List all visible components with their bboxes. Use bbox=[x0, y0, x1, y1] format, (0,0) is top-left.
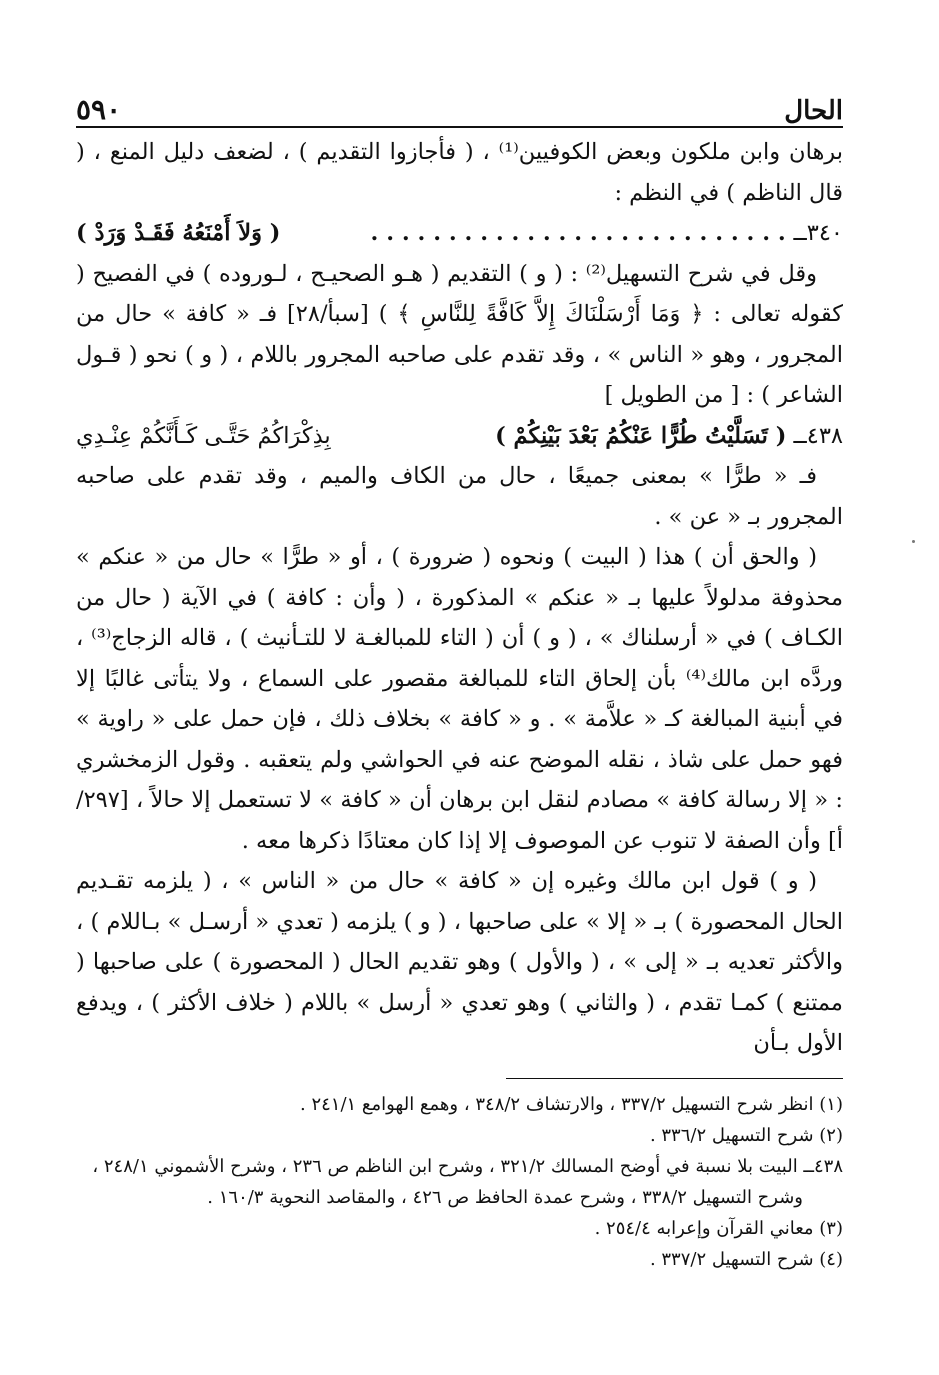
margin-speck bbox=[912, 540, 915, 543]
main-text bbox=[76, 132, 843, 1064]
footnote-4: (٤) شرح التسهيل ٣٣٧/٢ . bbox=[649, 1248, 843, 1270]
verse-dots: . . . . . . . . . . . . . . . . . . . . . . . . . . . bbox=[370, 220, 786, 246]
verse-number: ٣٤٠ــ bbox=[793, 220, 843, 246]
footnote-divider bbox=[506, 1078, 843, 1079]
footnote-verse-438-continued: وشرح التسهيل ٣٣٨/٢ ، وشرح عمدة الحافظ ص ٤٢٦ ، والمقاصد النحوية ١٦٠/٣ . bbox=[207, 1186, 803, 1208]
verse-first-hemistich: ( تَسَلَّيْتُ طُرًّا عَنْكُمُ بَعْدَ بَيْنِكُمْ ) bbox=[495, 422, 787, 449]
footnotes bbox=[76, 1089, 843, 1275]
paragraph-3: فـ « طرًّا » بمعنى جميعًا ، حال من الكاف والميم ، وقد تقدم على صاحبه المجرور بـ « عن » . bbox=[76, 463, 843, 530]
paragraph-5: ( و ) قول ابن مالك وغيره إن « كافة » حال من « الناس » ، ( يلزمه تقـديم الحال المحصورة ) بـ « إلا » على صاحبها ، ( و ) يلزمه ( تعدي « أرسـل » بـاللام ) ، والأكثر تعديه بـ « إلى » ، ( والأول ) وهو تقديم الحال ( المحصورة ) على صاحبها ( ممتنع ) كمـا تقدم ، ( والثاني ) وهو تعدي « أرسل » باللام ( خلاف الأكثر ) ، ويدفع الأول بـأن bbox=[76, 868, 843, 1056]
chapter-title: الحال bbox=[784, 96, 843, 126]
page-number: ٥٩٠ bbox=[76, 93, 122, 126]
footnote-2: (٢) شرح التسهيل ٣٣٦/٢ . bbox=[649, 1124, 843, 1146]
verse-438 bbox=[76, 416, 843, 457]
page-header bbox=[76, 82, 843, 128]
verse-340 bbox=[76, 213, 843, 254]
verse-number: ٤٣٨ــ bbox=[793, 422, 843, 449]
footnote-3: (٣) معاني القرآن وإعرابه ٢٥٤/٤ . bbox=[594, 1217, 843, 1239]
footnote-verse-438: ٤٣٨ــ البيت بلا نسبة في أوضح المسالك ٣٢١/٢ ، وشرح ابن الناظم ص ٢٣٦ ، وشرح الأشموني ٢٤٨/١ ، bbox=[92, 1155, 843, 1177]
footnote-1: (١) انظر شرح التسهيل ٣٣٧/٢ ، والارتشاف ٣٤٨/٢ ، وهمع الهوامع ٢٤١/١ . bbox=[299, 1093, 843, 1115]
paragraph-1: برهان وابن ملكون وبعض الكوفيين⁽¹⁾ ، ( فأجازوا التقديم ) ، لضعف دليل المنع ، ( قال الناظم ) في النظم : bbox=[76, 139, 843, 206]
paragraph-4: ( والحق أن ) هذا ( البيت ) ونحوه ( ضرورة ) ، أو « طرًّا » حال من « عنكم » محذوفة مدلولاً عليها بـ « عنكم » المذكورة ، ( وأن : كافة ) في الآية ( حال من الكـاف ) في « أرسلناك » ، ( و ) أن ( التاء للمبالغـة لا للتـأنيث ) ، قاله الزجاج⁽³⁾ ، وردَّه ابن مالك⁽⁴⁾ بأن إلحاق التاء للمبالغة مقصور على السماع ، ولا يتأتى غالبًا إلا في أبنية المبالغة كـ « علاَّمة » . و « كافة » بخلاف ذلك ، فإن حمل على « راوية » فهو حمل على شاذ ، نقله الموضح عنه في الحواشي ولم يتعقبه . وقول الزمخشري : « إلا رسالة كافة » مصادم لنقل ابن برهان أن « كافة » لا تستعمل إلا حالاً ، [٢٩٧/أ] وأن الصفة لا تنوب عن الموصوف إلا إذا كان معتادًا ذكرها معه . bbox=[76, 544, 843, 854]
verse-text: ( وَلاَ أَمْنَعُهُ فَقَـدْ وَرَدْ ) bbox=[76, 220, 281, 246]
paragraph-2: وقل في شرح التسهيل⁽²⁾ : ( و ) التقديم ( هـو الصحيـح ، لـوروده ) في الفصيح ( كقوله تعالى : ﴿ وَمَا أَرْسَلْنَاكَ إِلاَّ كَافَّةً لِلنَّاسِ ﴾ ) [سبأ/٢٨] فـ « كافة » حال من المجرور ، وهو « الناس » ، وقد تقدم على صاحبه المجرور باللام ، ( و ) نحو ( قـول الشاعر ) : [ من الطويل ] bbox=[76, 260, 843, 408]
verse-second-hemistich: بِذِكْرَاكُمُ حَتَّـى كَـأَنَّكُمْ عِنْـدِي bbox=[76, 422, 331, 449]
